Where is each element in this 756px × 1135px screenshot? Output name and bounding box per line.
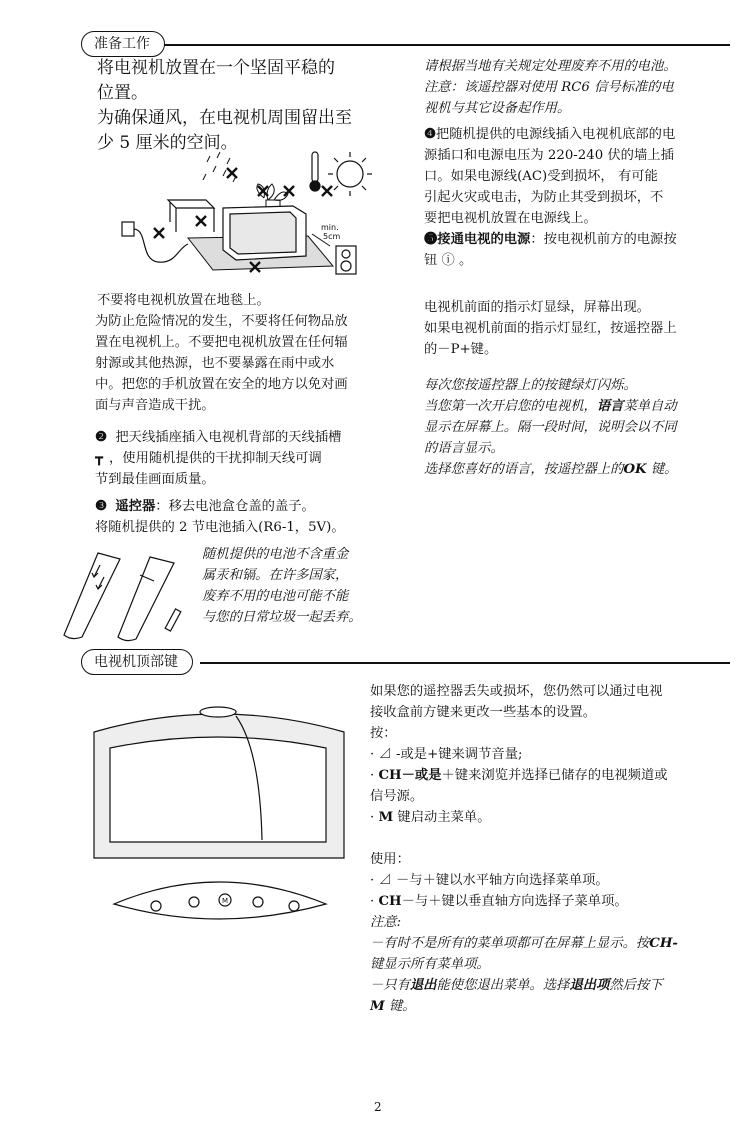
tv-top-knob: [200, 707, 236, 717]
tv-icon: [223, 206, 306, 260]
placement-illustration: [118, 148, 378, 286]
danger-text: 为防止危险情况的发生，不要将任何物品放 置在电视机上。不要把电视机放置在任何辐 射源或其他热源，也不要暴露在雨中或水 中。把您的手机放置在安全的地方以免对画 面与声音造成干扰。: [95, 314, 348, 413]
section-title-setup: 准备工作: [81, 31, 165, 57]
remote-body-1: [64, 553, 120, 639]
top-controls-intro: 如果您的遥控器丢失或损坏，您仍然可以通过电视 接收盒前方键来更改一些基本的设置。 按： · ⊿ -或是+键来调节音量; · CH－或是＋键来浏览并选择已储存的电视频道或 信号源。 · M 键启动主菜单。: [370, 684, 668, 825]
antenna-text: ❷ 把天线插座插入电视机背部的天线插槽 ┳ ，使用随机提供的干扰抑制天线可调 节到最佳画面质量。: [95, 430, 342, 487]
x-mark-icon: [284, 186, 294, 196]
x-mark-icon: [196, 216, 206, 226]
volume-minus-button: [151, 901, 161, 911]
min-label: min.: [321, 223, 339, 232]
cm-label: 5cm: [323, 232, 341, 241]
battery-note: 随机提供的电池不含重金 属汞和镉。在许多国家， 废弃不用的电池可能不能 与您的日常垃圾一起丢弃。: [202, 547, 362, 625]
x-mark-icon: [227, 168, 237, 178]
antenna-socket-icon: ┳: [95, 451, 104, 466]
volume-plus-button: [189, 897, 199, 907]
menu-button-label: M: [222, 897, 229, 905]
step-4-number: ❹: [424, 127, 436, 142]
step-2-number: ❷: [95, 430, 107, 445]
section-title-top-controls: 电视机顶部键: [81, 649, 193, 675]
step-5-number: ❺: [424, 232, 438, 247]
sun-icon: [328, 152, 372, 196]
power-text: ❹把随机提供的电源线插入电视机底部的电 源插口和电源电压为 220-240 伏的墙上插 口。如果电源线(AC)受到损坏， 有可能 引起火灾或电击，为防止其受到损坏，不 要把电视机放置在电源线上。: [424, 127, 676, 226]
stool-icon: [168, 200, 214, 232]
tv-screen: [110, 737, 326, 842]
x-mark-icon: [322, 186, 332, 196]
section-rule-bottom: [200, 662, 730, 664]
step-3-number: ❸: [95, 499, 107, 514]
rain-icon: [203, 152, 236, 182]
remote-battery-illustration: [58, 543, 198, 643]
channel-minus-button: [253, 897, 263, 907]
top-controls-usage: 使用： · ⊿ －与＋键以水平轴方向选择菜单项。 · CH－与＋键以垂直轴方向选择子菜单项。 注意: －有时不是所有的菜单项都可在屏幕上显示。按CH- 键显示所有菜单项。 －只有退出能使您退出菜单。选择退出项然后按下 M 键。: [370, 852, 678, 1014]
ventilation-text: 为确保通风，在电视机周围留出至 少 5 厘米的空间。: [97, 108, 352, 153]
x-mark-icon: [154, 228, 164, 238]
battery-icon: [165, 609, 181, 631]
speaker-icon: [336, 246, 356, 274]
thermometer-icon: [310, 152, 320, 191]
remote-text: ❸ 遥控器：移去电池盒仓盖的盖子。 将随机提供的 2 节电池插入(R6-1，5V)。: [95, 499, 345, 535]
page-number: 2: [374, 1100, 382, 1114]
tv-top-illustration: [88, 690, 358, 930]
indicator-text: 电视机前面的指示灯显绿，屏幕出现。 如果电视机前面的指示灯显红，按遥控器上 的－P+键。: [424, 300, 677, 357]
language-text: 每次您按遥控器上的按键绿灯闪烁。 当您第一次开启您的电视机，语言菜单自动 显示在屏幕上。隔一段时间，说明会以不同 的语言显示。 选择您喜好的语言，按遥控器上的OK 键。: [424, 378, 678, 477]
dispose-text: 请根据当地有关规定处理废弃不用的电池。 注意：该遥控器对使用 RC6 信号标准的电 视机与其它设备起作用。: [424, 59, 677, 116]
channel-plus-button: [289, 901, 299, 911]
section-rule-top: [160, 44, 730, 46]
switch-on-text: ❺接通电视的电源：按电视机前方的电源按 钮 ⓘ 。: [424, 232, 677, 268]
place-tv-text: 将电视机放置在一个坚固平稳的 位置。: [97, 58, 335, 103]
no-carpet-text: 不要将电视机放置在地毯上。: [97, 293, 270, 308]
